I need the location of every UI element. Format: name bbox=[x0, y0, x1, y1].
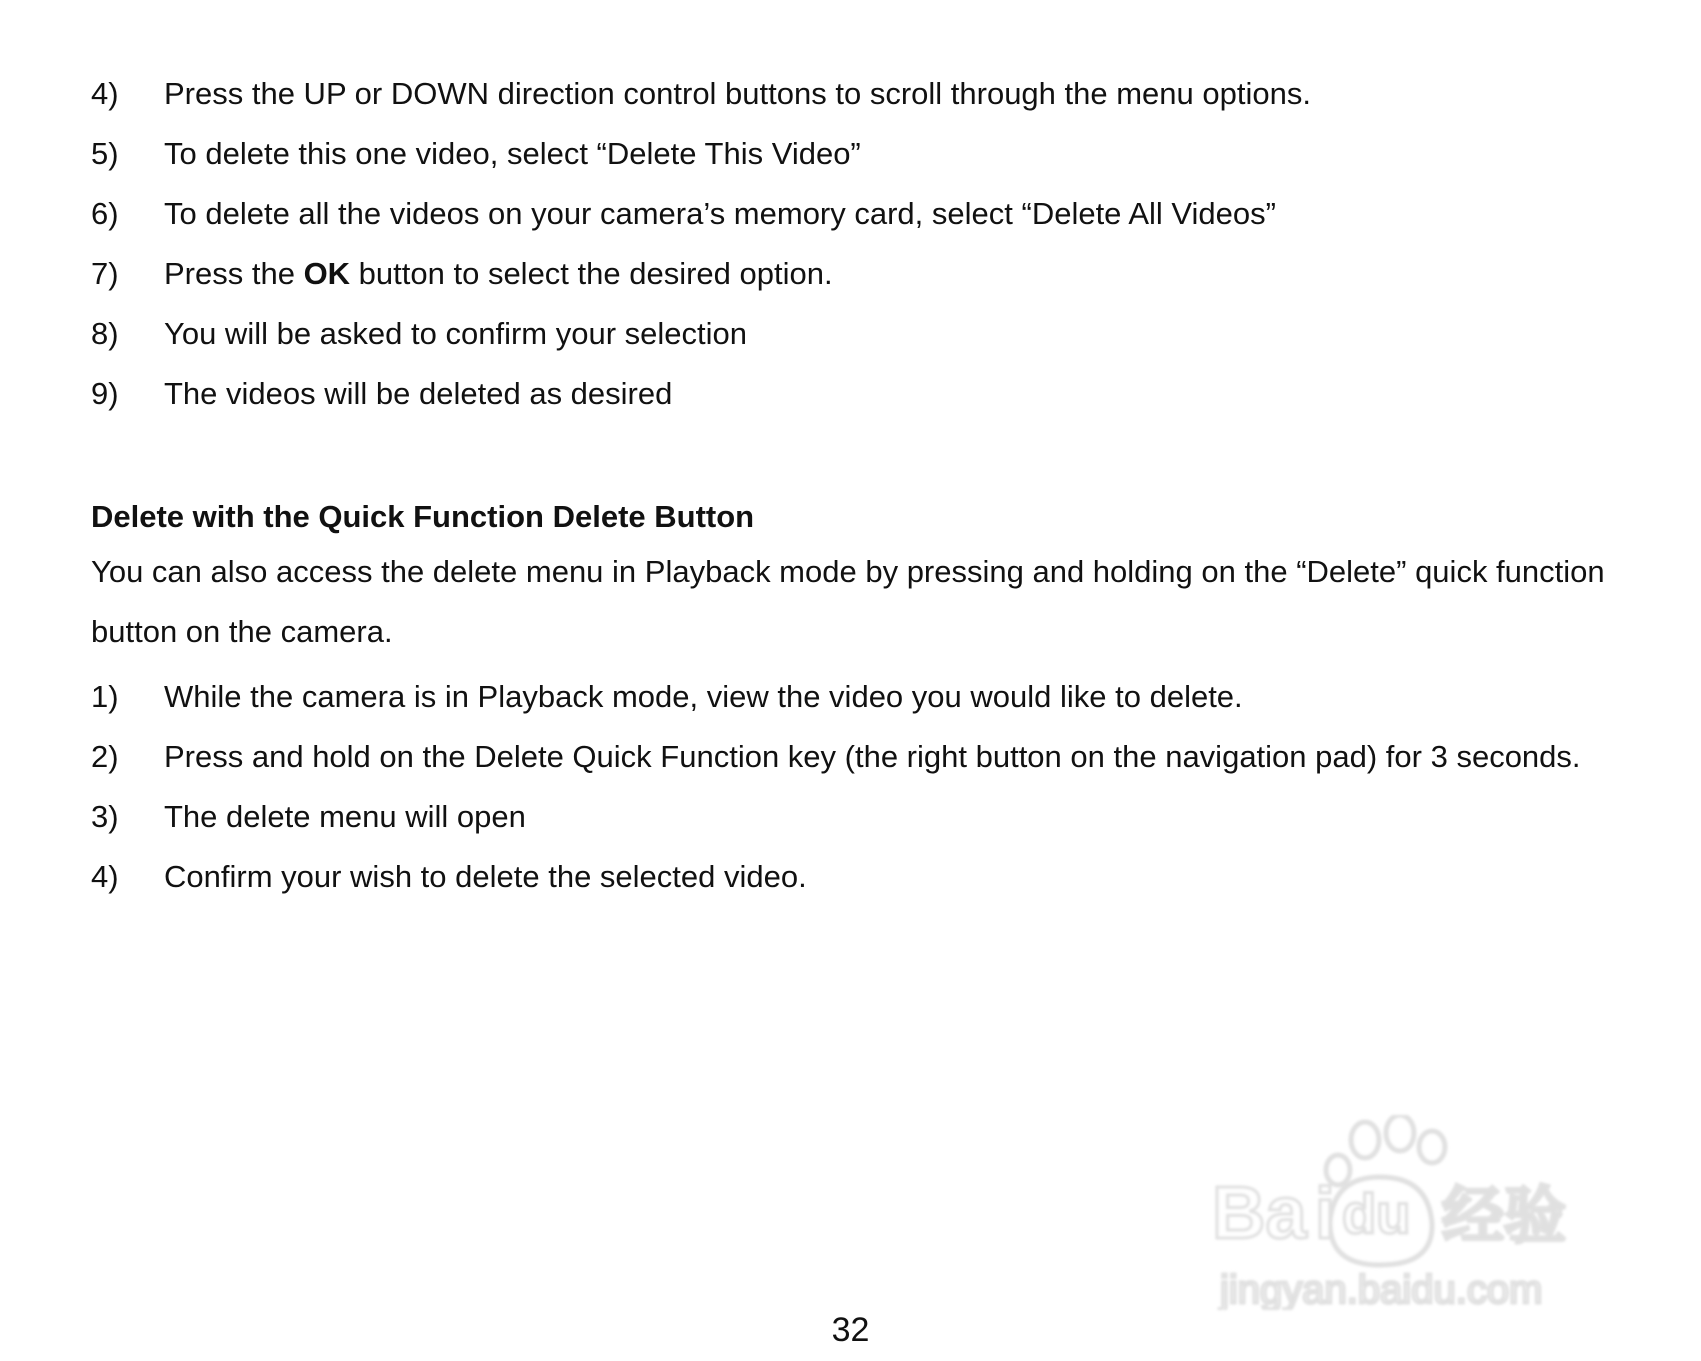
list-text: Confirm your wish to delete the selected video. bbox=[164, 859, 807, 894]
svg-text:i: i bbox=[1315, 1174, 1336, 1254]
intro-paragraph-line-2: button on the camera. bbox=[91, 614, 393, 649]
list-text: Press and hold on the Delete Quick Function key (the right button on the navigation pad) for 3 seconds. bbox=[164, 739, 1581, 774]
baidu-watermark-logo bbox=[1210, 1115, 1620, 1310]
list-text: The videos will be deleted as desired bbox=[164, 376, 673, 411]
svg-text:经验: 经验 bbox=[1442, 1182, 1567, 1251]
list-text: The delete menu will open bbox=[164, 799, 526, 834]
list-number: 3) bbox=[91, 799, 119, 834]
ok-bold-text: OK bbox=[303, 256, 351, 291]
list-text bbox=[164, 254, 833, 294]
intro-paragraph-line-1: You can also access the delete menu in Playback mode by pressing and holding on the “Delete” quick function bbox=[91, 554, 1605, 589]
list-number: 9) bbox=[91, 376, 119, 411]
list-number: 7) bbox=[91, 256, 119, 291]
list-number: 4) bbox=[91, 76, 119, 111]
paw-logo-icon bbox=[1210, 1115, 1620, 1310]
list-text: You will be asked to confirm your selection bbox=[164, 316, 747, 351]
list-text: To delete all the videos on your camera’s memory card, select “Delete All Videos” bbox=[164, 196, 1276, 231]
list-number: 4) bbox=[91, 859, 119, 894]
text-after-bold: button to select the desired option. bbox=[350, 256, 833, 291]
list-text: While the camera is in Playback mode, view the video you would like to delete. bbox=[164, 679, 1243, 714]
text-before-bold: Press the bbox=[164, 256, 304, 291]
list-text: To delete this one video, select “Delete This Video” bbox=[164, 136, 861, 171]
list-number: 8) bbox=[91, 316, 119, 351]
list-number: 5) bbox=[91, 136, 119, 171]
list-text: Press the UP or DOWN direction control buttons to scroll through the menu options. bbox=[164, 76, 1311, 111]
svg-text:du: du bbox=[1342, 1182, 1411, 1245]
list-number: 6) bbox=[91, 196, 119, 231]
list-number: 1) bbox=[91, 679, 119, 714]
svg-text:Ba: Ba bbox=[1212, 1171, 1307, 1254]
svg-text:jingyan.baidu.com: jingyan.baidu.com bbox=[1220, 1268, 1543, 1310]
list-number: 2) bbox=[91, 739, 119, 774]
section-heading: Delete with the Quick Function Delete Button bbox=[91, 499, 755, 534]
page-number: 32 bbox=[831, 1311, 870, 1349]
